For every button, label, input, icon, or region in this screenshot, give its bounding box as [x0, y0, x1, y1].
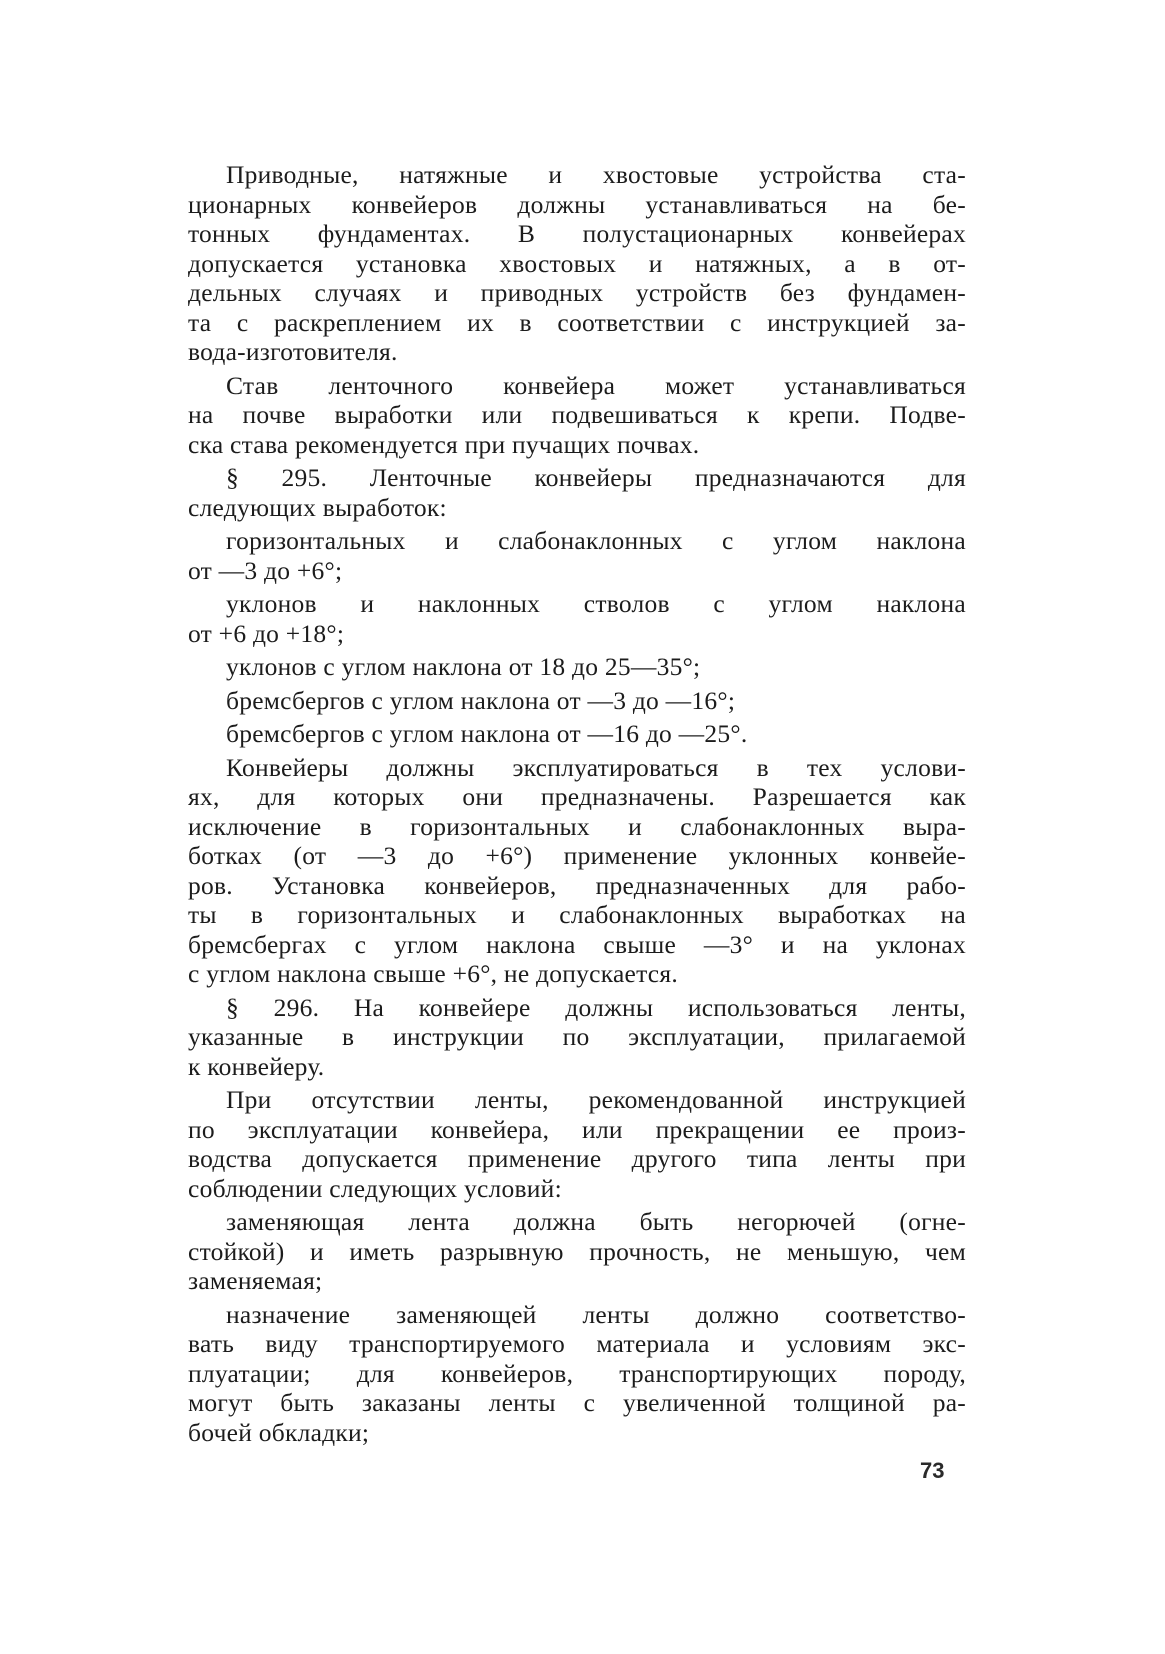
- text-line: § 295. Ленточные конвейеры предназначаются для: [226, 463, 966, 492]
- page-body: [188, 160, 966, 1447]
- text-line: уклонов с углом наклона от 18 до 25—35°;: [226, 652, 701, 681]
- text-line: указанные в инструкции по эксплуатации, прилагаемой: [188, 1022, 966, 1051]
- text-line: вать виду транспортируемого материала и условиям экс-: [188, 1329, 966, 1358]
- text-line: дельных случаях и приводных устройств без фундамен-: [188, 278, 966, 307]
- text-line: стойкой) и иметь разрывную прочность, не меньшую, чем: [188, 1236, 966, 1266]
- text-line: соблюдении следующих условий:: [188, 1173, 562, 1203]
- text-line: Конвейеры должны эксплуатироваться в тех услови-: [226, 752, 966, 782]
- text-line: ботках (от —3 до +6°) применение уклонных конвейе-: [188, 841, 966, 870]
- text-line: уклонов и наклонных стволов с углом наклона: [226, 589, 966, 618]
- list-item: [188, 719, 966, 749]
- text-line: Став ленточного конвейера может устанавливаться: [226, 370, 966, 400]
- text-line: к конвейеру.: [188, 1051, 325, 1081]
- paragraph: [188, 371, 966, 460]
- text-line: заменяющая лента должна быть негорючей (огне-: [226, 1207, 966, 1236]
- page-number: 73: [920, 1458, 945, 1483]
- text-line: бремсбергов с углом наклона от —3 до —16°;: [226, 685, 736, 715]
- text-line: могут быть заказаны ленты с увеличенной толщиной ра-: [188, 1388, 966, 1417]
- list-item: [188, 1300, 966, 1448]
- text-line: от —3 до +6°;: [188, 555, 343, 585]
- list-item: [188, 1207, 966, 1296]
- text-line: ях, для которых они предназначены. Разрешается как: [188, 782, 966, 811]
- text-line: от +6 до +18°;: [188, 618, 345, 648]
- text-line: с углом наклона свыше +6°, не допускается.: [188, 959, 678, 988]
- text-line: Приводные, натяжные и хвостовые устройства ста-: [226, 160, 966, 189]
- list-item: [188, 652, 966, 682]
- text-line: ционарных конвейеров должны устанавливаться на бе-: [188, 189, 966, 219]
- text-line: ска става рекомендуется при пучащих почвах.: [188, 429, 700, 459]
- text-line: допускается установка хвостовых и натяжных, а в от-: [188, 248, 966, 278]
- text-line: исключение в горизонтальных и слабонаклонных выра-: [188, 811, 966, 841]
- paragraph: [188, 1085, 966, 1203]
- text-line: на почве выработки или подвешиваться к крепи. Подве-: [188, 400, 966, 429]
- text-line: заменяемая;: [188, 1266, 323, 1295]
- paragraph: [188, 160, 966, 367]
- text-line: бремсбергах с углом наклона свыше —3° и на уклонах: [188, 929, 966, 959]
- text-line: назначение заменяющей ленты должно соответство-: [226, 1299, 966, 1329]
- text-line: бремсбергов с углом наклона от —16 до —25°.: [226, 719, 748, 748]
- list-item: [188, 526, 966, 585]
- list-item: [188, 589, 966, 648]
- text-line: по эксплуатации конвейера, или прекращении ее произ-: [188, 1114, 966, 1144]
- section-295: [188, 463, 966, 522]
- text-line: ты в горизонтальных и слабонаклонных выработках на: [188, 900, 966, 929]
- paragraph: [188, 753, 966, 989]
- text-line: вода-изготовителя.: [188, 337, 398, 366]
- text-line: горизонтальных и слабонаклонных с углом наклона: [226, 526, 966, 555]
- text-line: § 296. На конвейере должны использоваться ленты,: [226, 992, 966, 1022]
- text-line: та с раскреплением их в соответствии с инструкцией за-: [188, 307, 966, 337]
- list-item: [188, 686, 966, 716]
- text-line: следующих выработок:: [188, 492, 447, 522]
- text-line: тонных фундаментах. В полустационарных конвейерах: [188, 219, 966, 248]
- text-line: водства допускается применение другого типа ленты при: [188, 1144, 966, 1173]
- text-line: бочей обкладки;: [188, 1417, 370, 1447]
- text-line: При отсутствии ленты, рекомендованной инструкцией: [226, 1085, 966, 1114]
- text-line: ров. Установка конвейеров, предназначенных для рабо-: [188, 870, 966, 900]
- section-296: [188, 993, 966, 1082]
- text-line: плуатации; для конвейеров, транспортирующих породу,: [188, 1358, 966, 1388]
